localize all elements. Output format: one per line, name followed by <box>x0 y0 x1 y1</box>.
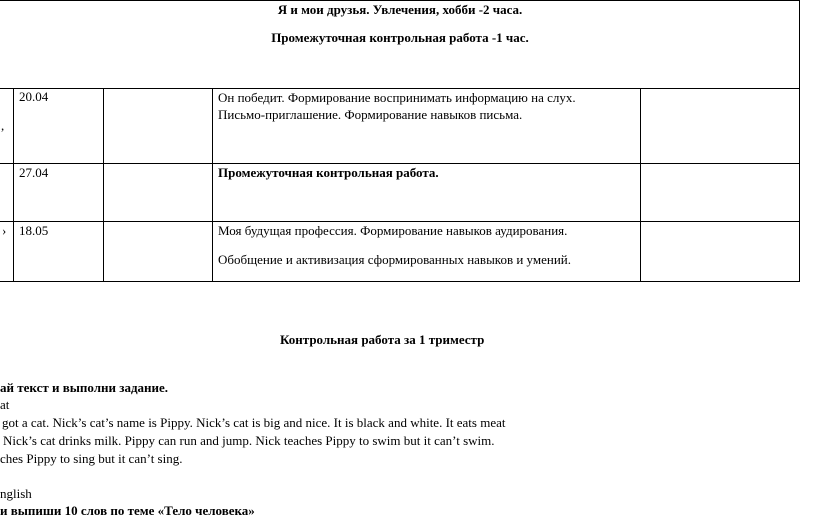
test-title: Контрольная работа за 1 триместр <box>280 332 485 347</box>
row-topic-line: Письмо-приглашение. Формирование навыков письма. <box>218 107 523 122</box>
row-topic-line: Он победит. Формирование воспринимать информацию на слух. <box>218 90 576 105</box>
col-divider-4 <box>640 88 641 282</box>
col-divider-2 <box>103 88 104 282</box>
table-header-subtitle: Промежуточная контрольная работа -1 час. <box>271 30 529 45</box>
task2-heading: и выпиши 10 слов по теме «Тело человека» <box>0 503 255 518</box>
row-date: 27.04 <box>19 165 49 180</box>
table-header-title: Я и мои друзья. Увлечения, хобби -2 часа. <box>277 2 523 17</box>
row-divider-1 <box>0 163 800 164</box>
row-topic-line: Обобщение и активизация сформированных навыков и умений. <box>218 252 572 267</box>
row-topic-line: Промежуточная контрольная работа. <box>218 165 439 180</box>
row-date: 20.04 <box>19 89 49 104</box>
table-header-bottom <box>0 88 800 89</box>
table-top-border <box>0 0 800 1</box>
row-left-mark: , <box>1 118 5 133</box>
reading-text-line: got a cat. Nick’s cat’s name is Pippy. Nick’s cat is big and nice. It is black and white. It eats meat <box>2 415 506 430</box>
row-divider-2 <box>0 221 800 222</box>
table-bottom-border <box>0 281 800 282</box>
row-date: 18.05 <box>19 223 49 238</box>
col-divider-1 <box>13 88 14 282</box>
english-label: nglish <box>0 486 32 501</box>
task1-heading: ай текст и выполни задание. <box>0 380 169 395</box>
reading-text-line: Nick’s cat drinks milk. Pippy can run and jump. Nick teaches Pippy to swim but it can’t swim. <box>3 433 495 448</box>
text-title: at <box>0 397 10 412</box>
row-left-mark: › <box>2 223 7 238</box>
col-divider-3 <box>212 88 213 282</box>
row-topic-line: Моя будущая профессия. Формирование навыков аудирования. <box>218 223 568 238</box>
reading-text-line: ches Pippy to sing but it can’t sing. <box>0 451 183 466</box>
